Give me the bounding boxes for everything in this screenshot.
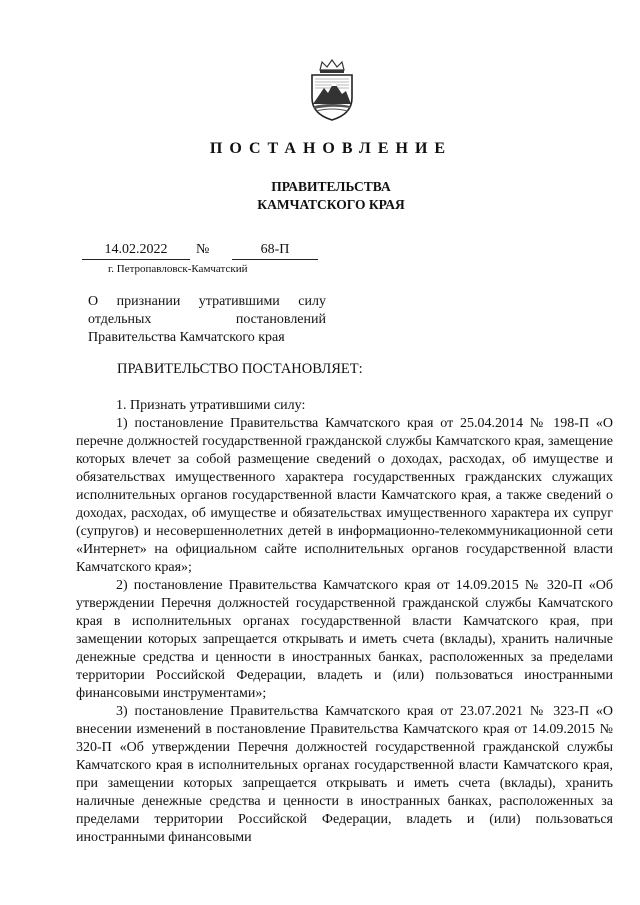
document-number: 68-П bbox=[260, 242, 290, 257]
decree-phrase: ПРАВИТЕЛЬСТВО ПОСТАНОВЛЯЕТ: bbox=[117, 361, 363, 377]
number-sign: № bbox=[196, 242, 210, 257]
subclause-3: 3) постановление Правительства Камчатского края от 23.07.2021 № 323-П «О внесении изменений в постановление Правительства Камчатского края от 14.09.2015 № 320-П «Об утверждении Перечня должностей государственной гражданской службы Камчатского края в исполнительных органах государственной власти Камчатского края, при замещении которых запрещается открывать и иметь счета (вклады), хранить наличные денежные средства и ценности в иностранных банках, расположенных за пределами территории Российской Федерации, владеть и (или) пользоваться иностранными финансовыми bbox=[76, 704, 613, 845]
subclause-1: 1) постановление Правительства Камчатского края от 25.04.2014 № 198-П «О перечне должностей государственной гражданской службы Камчатского края, замещение которых влечет за собой размещение сведений о доходах, расходах, об имуществе и обязательствах имущественного характера государственных гражданских служащих исполнительных органов государственной власти Камчатского края, а также сведений о доходах, расходах, об имуществе и обязательствах имущественного характера их супруг (супругов) и несовершеннолетних детей в информационно-телекоммуникационной сети «Интернет» на официальном сайте исполнительных органов государственной власти Камчатского края»; bbox=[76, 416, 613, 575]
clause-1: 1. Признать утратившими силу: bbox=[116, 398, 306, 413]
kamchatka-coat-of-arms-icon bbox=[306, 58, 358, 122]
number-underline bbox=[232, 259, 318, 260]
document-date: 14.02.2022 bbox=[104, 242, 168, 257]
authority-line-1: ПРАВИТЕЛЬСТВА bbox=[271, 179, 391, 194]
issuing-authority bbox=[0, 178, 640, 214]
document-subject: О признании утратившими силу отдельных постановлений Правительства Камчатского края bbox=[88, 294, 326, 345]
document-body bbox=[76, 397, 613, 847]
city-of-issue: г. Петропавловск-Камчатский bbox=[108, 263, 248, 275]
date-underline bbox=[82, 259, 190, 260]
date-number-row bbox=[82, 242, 322, 262]
subclause-2: 2) постановление Правительства Камчатского края от 14.09.2015 № 320-П «Об утверждении Перечня должностей государственной гражданской службы Камчатского края в исполнительных органах государственной власти Камчатского края, при замещении которых запрещается открывать и иметь счета (вклады), хранить наличные денежные средства и ценности в иностранных банках, расположенных за пределами территории Российской Федерации, владеть и (или) пользоваться иностранными финансовыми инструментами»; bbox=[76, 578, 613, 701]
authority-line-2: КАМЧАТСКОГО КРАЯ bbox=[257, 197, 405, 212]
document-type-title: ПОСТАНОВЛЕНИЕ bbox=[209, 140, 453, 157]
